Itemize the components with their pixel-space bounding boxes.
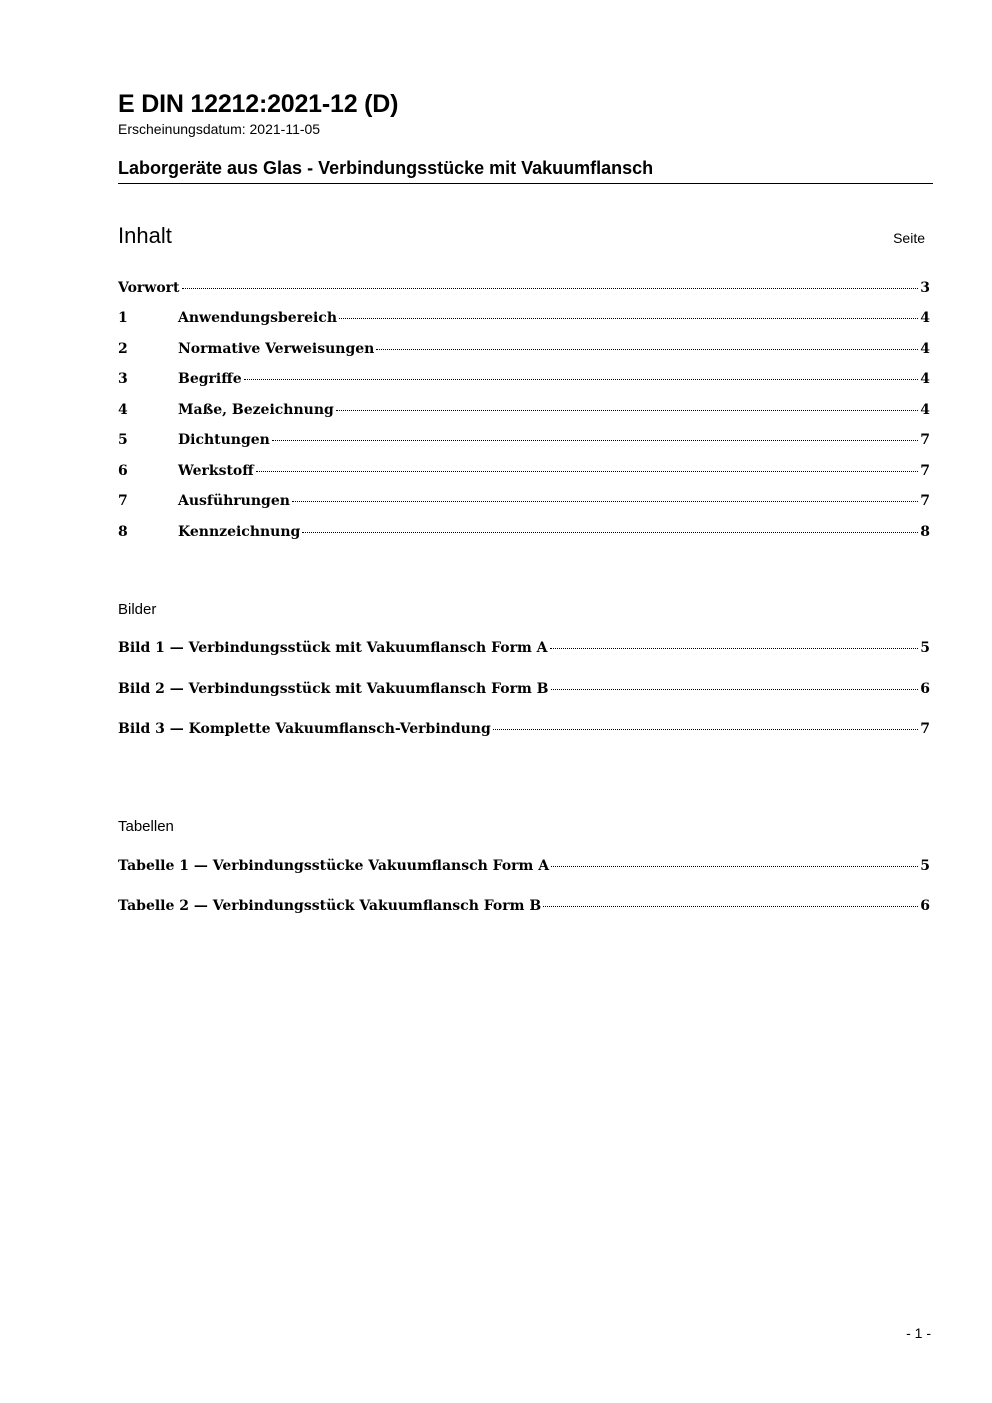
figure-entry-page: 5 — [920, 640, 930, 656]
figure-entry-1[interactable] — [118, 640, 930, 660]
figure-entry-label: Bild 3 — Komplette Vakuumflansch-Verbindung — [118, 721, 491, 737]
toc-entry-page: 4 — [920, 310, 930, 326]
toc-entry-number: 7 — [118, 493, 128, 509]
toc-entry-label: Kennzeichnung — [178, 524, 301, 540]
toc-entry-page: 7 — [920, 493, 930, 509]
toc-entry-label: Maße, Bezeichnung — [178, 402, 334, 418]
figure-entry-label: Bild 1 — Verbindungsstück mit Vakuumflansch Form A — [118, 640, 548, 656]
toc-leader-dots — [551, 866, 918, 867]
toc-leader-dots — [244, 379, 919, 380]
toc-entry-number: 4 — [118, 402, 128, 418]
toc-entry-page: 7 — [920, 432, 930, 448]
toc-entry-page: 4 — [920, 371, 930, 387]
title-divider — [118, 183, 933, 184]
toc-leader-dots — [543, 906, 918, 907]
figure-entry-page: 6 — [920, 681, 930, 697]
toc-leader-dots — [336, 410, 918, 411]
toc-leader-dots — [292, 501, 918, 502]
toc-entry-label: Begriffe — [178, 371, 242, 387]
table-entry-page: 5 — [920, 858, 930, 874]
toc-leader-dots — [182, 288, 919, 289]
toc-entry-vorwort[interactable] — [118, 280, 930, 300]
toc-entry-label: Dichtungen — [178, 432, 270, 448]
toc-entry-page: 3 — [920, 280, 930, 296]
toc-entry-1[interactable] — [118, 310, 930, 330]
toc-entry-2[interactable] — [118, 341, 930, 361]
toc-entry-number: 8 — [118, 524, 128, 540]
figure-entry-page: 7 — [920, 721, 930, 737]
toc-entry-8[interactable] — [118, 524, 930, 544]
figure-entry-3[interactable] — [118, 721, 930, 741]
toc-entry-page: 4 — [920, 402, 930, 418]
toc-leader-dots — [302, 532, 918, 533]
document-id: E DIN 12212:2021-12 (D) — [118, 90, 399, 118]
toc-entry-number: 1 — [118, 310, 128, 326]
tables-heading: Tabellen — [118, 818, 174, 835]
page-column-heading: Seite — [893, 230, 925, 246]
toc-entry-label: Normative Verweisungen — [178, 341, 375, 357]
document-title: Laborgeräte aus Glas - Verbindungsstücke mit Vakuumflansch — [118, 158, 654, 178]
toc-entry-number: 5 — [118, 432, 128, 448]
toc-leader-dots — [256, 471, 919, 472]
toc-leader-dots — [550, 648, 919, 649]
toc-entry-label: Ausführungen — [178, 493, 290, 509]
table-entry-1[interactable] — [118, 858, 930, 878]
figures-heading: Bilder — [118, 601, 157, 618]
toc-entry-number: 3 — [118, 371, 128, 387]
toc-entry-4[interactable] — [118, 402, 930, 422]
footer-page-number: - 1 - — [906, 1325, 931, 1341]
toc-entry-number: 6 — [118, 463, 128, 479]
toc-entry-7[interactable] — [118, 493, 930, 513]
toc-leader-dots — [339, 318, 918, 319]
toc-heading: Inhalt — [118, 223, 172, 248]
toc-leader-dots — [272, 440, 918, 441]
toc-entry-5[interactable] — [118, 432, 930, 452]
toc-entry-page: 8 — [920, 524, 930, 540]
toc-entry-label: Anwendungsbereich — [178, 310, 337, 326]
table-entry-2[interactable] — [118, 898, 930, 918]
toc-leader-dots — [551, 689, 919, 690]
toc-entry-3[interactable] — [118, 371, 930, 391]
table-entry-page: 6 — [920, 898, 930, 914]
toc-entry-number: 2 — [118, 341, 128, 357]
publication-date: Erscheinungsdatum: 2021-11-05 — [118, 121, 321, 137]
toc-entry-label: Werkstoff — [178, 463, 254, 479]
toc-entry-6[interactable] — [118, 463, 930, 483]
toc-entry-label: Vorwort — [118, 280, 180, 296]
toc-entry-page: 4 — [920, 341, 930, 357]
table-entry-label: Tabelle 1 — Verbindungsstücke Vakuumflansch Form A — [118, 858, 550, 874]
figure-entry-label: Bild 2 — Verbindungsstück mit Vakuumflansch Form B — [118, 681, 549, 697]
toc-leader-dots — [493, 729, 918, 730]
toc-entry-page: 7 — [920, 463, 930, 479]
table-entry-label: Tabelle 2 — Verbindungsstück Vakuumflansch Form B — [118, 898, 542, 914]
figure-entry-2[interactable] — [118, 681, 930, 701]
toc-leader-dots — [376, 349, 918, 350]
